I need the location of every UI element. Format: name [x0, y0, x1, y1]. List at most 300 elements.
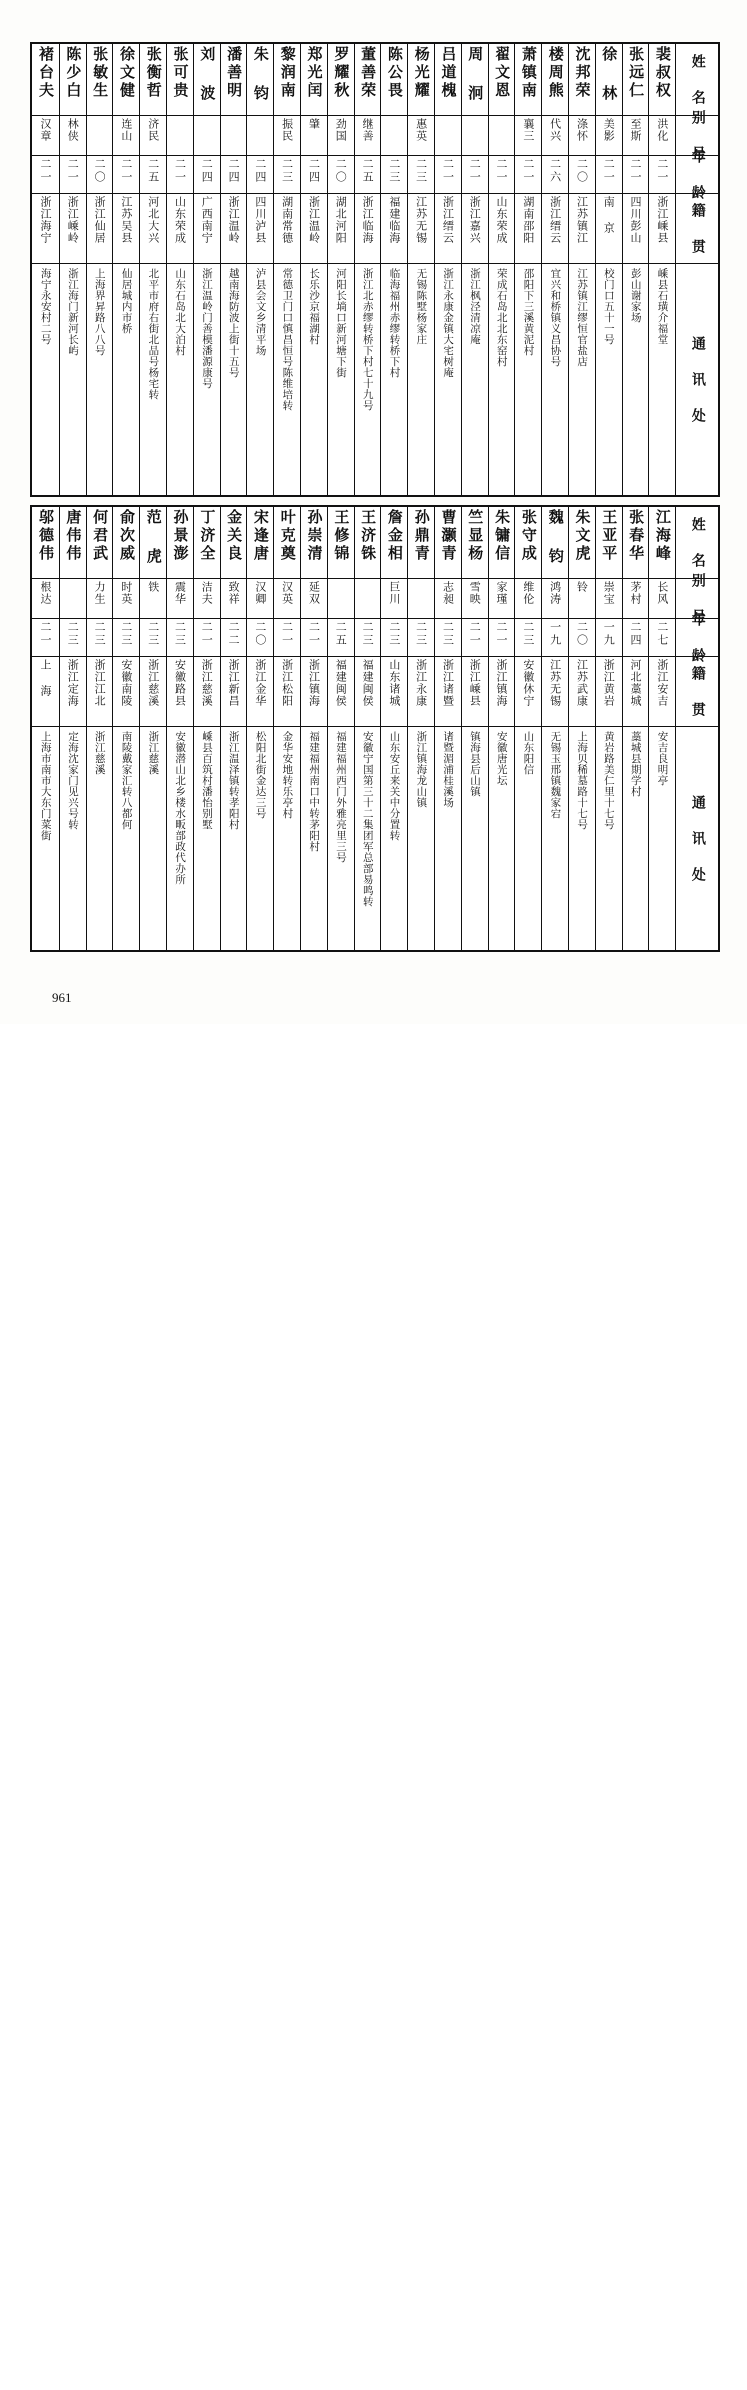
- entry-address: [60, 727, 86, 950]
- entry-alias-text: 雪映: [468, 581, 482, 605]
- entry-alias: [328, 579, 354, 619]
- column-header: [675, 507, 719, 950]
- entry-name: [435, 44, 461, 116]
- entry-origin: [87, 657, 113, 727]
- roster-entry: [648, 44, 675, 495]
- entry-address: [87, 727, 113, 950]
- entry-age-text: 二一: [119, 158, 133, 184]
- entry-origin: [194, 657, 220, 727]
- entry-name: [167, 44, 193, 116]
- entry-name: [542, 507, 568, 579]
- entry-name-text: 朱文虎: [573, 509, 592, 563]
- entry-alias: [221, 116, 247, 156]
- entry-address-text: 安吉良明亭: [656, 731, 669, 786]
- entry-alias: [167, 579, 193, 619]
- entry-address-text: 福建福州南口中转茅阳村: [308, 731, 321, 852]
- header-name: [676, 44, 719, 116]
- entry-address: [623, 727, 649, 950]
- roster-entry: [488, 507, 515, 950]
- entry-address-text: 浙江镇海龙山镇: [415, 731, 428, 808]
- entry-address: [596, 727, 622, 950]
- entry-age-text: 二三: [66, 621, 80, 647]
- entry-origin: [381, 194, 407, 264]
- entry-age: [355, 619, 381, 657]
- entry-alias-text: 致祥: [227, 581, 241, 605]
- roster-entry: [407, 44, 434, 495]
- entry-address-text: 泸县会文乡清平场: [254, 268, 267, 356]
- entry-origin: [113, 657, 139, 727]
- roster-entry: [193, 507, 220, 950]
- roster-entry: [86, 44, 113, 495]
- header-origin-text: 籍 贯: [689, 202, 706, 256]
- entry-age: [515, 156, 541, 194]
- entry-origin: [408, 657, 434, 727]
- entry-origin-text: 浙江温岭: [307, 196, 321, 244]
- entry-age: [328, 156, 354, 194]
- entry-alias: [381, 579, 407, 619]
- entry-name-text: 董善荣: [359, 46, 378, 100]
- entry-origin-text: 浙江诸暨: [441, 659, 455, 707]
- roster-entry: [220, 507, 247, 950]
- roster-entry: [541, 44, 568, 495]
- entry-address-text: 越南海防波上街十五号: [227, 268, 240, 378]
- entry-address: [221, 264, 247, 495]
- header-name: [676, 507, 719, 579]
- entry-name: [247, 44, 273, 116]
- entry-origin: [596, 657, 622, 727]
- entry-origin-text: 上 海: [39, 659, 52, 697]
- roster-entry: [112, 507, 139, 950]
- entry-address-text: 宜兴和桥镇义昌协号: [549, 268, 562, 367]
- entry-name: [194, 507, 220, 579]
- entry-alias-text: 延双: [307, 581, 321, 605]
- entry-origin: [60, 657, 86, 727]
- entry-alias: [515, 579, 541, 619]
- entry-address-text: 彭山谢家场: [629, 268, 642, 323]
- entry-name-text: 刘 波: [198, 46, 217, 103]
- entry-address-text: 河阳长埫口新河塘下街: [334, 268, 347, 378]
- header-alias-text: 别 号: [689, 572, 706, 626]
- entry-age: [596, 156, 622, 194]
- entry-name-text: 褚台夫: [37, 46, 56, 100]
- entry-name-text: 孙鼎青: [412, 509, 431, 563]
- entry-name: [649, 507, 675, 579]
- entry-name: [408, 44, 434, 116]
- entry-address: [194, 264, 220, 495]
- entry-origin: [140, 657, 166, 727]
- roster-entry: [32, 507, 59, 950]
- entry-name-text: 周 泂: [466, 46, 485, 103]
- entry-origin: [328, 194, 354, 264]
- entry-age-text: 二三: [146, 621, 160, 647]
- roster-entry: [327, 507, 354, 950]
- entry-name: [435, 507, 461, 579]
- entry-address-text: 山东安丘来关中分置转: [388, 731, 401, 841]
- entry-origin: [301, 657, 327, 727]
- entry-origin-text: 江苏镇江: [575, 196, 589, 244]
- roster-entry: [380, 507, 407, 950]
- entry-alias: [60, 116, 86, 156]
- entry-origin: [221, 657, 247, 727]
- entry-address: [408, 264, 434, 495]
- entry-alias-text: 维伦: [521, 581, 535, 605]
- entry-age-text: 二三: [280, 158, 294, 184]
- entry-name-text: 张守成: [519, 509, 538, 563]
- entry-origin: [32, 194, 59, 264]
- header-address: [676, 727, 719, 950]
- entry-age-text: 二〇: [575, 158, 589, 184]
- entry-age-text: 二四: [629, 621, 643, 647]
- entry-alias: [274, 579, 300, 619]
- entry-alias-text: 洁夫: [200, 581, 214, 605]
- entry-name-text: 沈邦荣: [573, 46, 592, 100]
- entry-age: [381, 619, 407, 657]
- entry-address-text: 嵊县石璜介福堂: [656, 268, 669, 345]
- roster-entry: [166, 507, 193, 950]
- entry-age: [140, 156, 166, 194]
- entry-age: [60, 619, 86, 657]
- header-age: [676, 611, 719, 665]
- entry-name: [596, 44, 622, 116]
- entry-name-text: 陈公畏: [385, 46, 404, 100]
- entry-alias-text: 根达: [39, 581, 52, 605]
- entry-alias-text: 济民: [146, 118, 160, 142]
- entry-origin-text: 浙江永康: [414, 659, 428, 707]
- entry-age-text: 二一: [307, 621, 321, 647]
- entry-address-text: 上海市南市大东门菜街: [39, 731, 52, 841]
- entry-name: [167, 507, 193, 579]
- entry-origin-text: 安徽南陵: [119, 659, 133, 707]
- entry-alias-text: 惠英: [414, 118, 428, 142]
- entry-address: [623, 264, 649, 495]
- entry-name-text: 潘善明: [225, 46, 244, 100]
- entry-origin-text: 福建闽侯: [361, 659, 375, 707]
- entry-age: [649, 619, 675, 657]
- entry-name-text: 范 虎: [144, 509, 163, 566]
- entry-origin-text: 安徽路县: [173, 659, 187, 707]
- entry-age: [32, 619, 59, 657]
- entry-address-text: 山东石岛北大泊村: [174, 268, 187, 356]
- entry-address: [301, 727, 327, 950]
- entry-address-text: 安徽唐光坛: [495, 731, 508, 786]
- entry-alias: [140, 579, 166, 619]
- roster-entry: [139, 507, 166, 950]
- entry-origin: [489, 657, 515, 727]
- entry-address-text: 浙江温岭门善模潘源康号: [200, 268, 213, 389]
- entry-alias: [435, 579, 461, 619]
- entry-age: [515, 619, 541, 657]
- roster-entry: [541, 507, 568, 950]
- entry-name-text: 张敏生: [91, 46, 110, 100]
- entry-age: [435, 156, 461, 194]
- entry-age: [274, 619, 300, 657]
- entry-alias-text: 巨川: [387, 581, 401, 605]
- entry-address-text: 无锡玉邢镇魏家宕: [549, 731, 562, 819]
- entry-alias: [408, 579, 434, 619]
- entry-name-text: 朱 钧: [251, 46, 270, 103]
- entry-address-text: 浙江枫泾清凉庵: [468, 268, 481, 345]
- page-number: 961: [52, 990, 72, 1005]
- entry-address-text: 浙江慈溪: [147, 731, 160, 775]
- header-name-text: 姓 名: [689, 516, 706, 570]
- entry-name: [381, 44, 407, 116]
- entry-origin-text: 山东荣成: [173, 196, 187, 244]
- entry-alias-text: 时英: [119, 581, 133, 605]
- entry-age-text: 一九: [602, 621, 616, 647]
- entry-age-text: 二〇: [253, 621, 267, 647]
- entry-alias: [515, 116, 541, 156]
- entry-age: [87, 156, 113, 194]
- roster-entry: [112, 44, 139, 495]
- entry-address-text: 诸暨湄浦桂溪场: [442, 731, 455, 808]
- entry-name: [462, 44, 488, 116]
- entry-address-text: 山东阳信: [522, 731, 535, 775]
- header-age-text: 年 龄: [689, 611, 706, 665]
- entry-age-text: 二三: [361, 621, 375, 647]
- entry-name: [113, 44, 139, 116]
- entry-age: [355, 156, 381, 194]
- entry-name: [569, 507, 595, 579]
- entry-origin-text: 江苏无锡: [548, 659, 562, 707]
- entry-alias: [194, 116, 220, 156]
- entry-origin: [515, 194, 541, 264]
- entry-alias: [301, 579, 327, 619]
- entry-address-text: 南陵戴家汇转八都何: [120, 731, 133, 830]
- entry-age-text: 一九: [548, 621, 562, 647]
- entry-name: [60, 507, 86, 579]
- entry-origin: [87, 194, 113, 264]
- entry-alias-text: 铁: [146, 581, 160, 593]
- entry-address: [113, 264, 139, 495]
- entry-name-text: 张春华: [627, 509, 646, 563]
- entry-origin: [515, 657, 541, 727]
- entry-origin-text: 浙江仙居: [93, 196, 107, 244]
- entry-age-text: 二三: [387, 158, 401, 184]
- entry-address: [355, 727, 381, 950]
- header-origin: [676, 194, 719, 264]
- entry-name: [221, 507, 247, 579]
- roster-entry: [59, 44, 86, 495]
- entry-address-text: 常德卫门口慎昌恒号陈维培转: [281, 268, 294, 411]
- entry-name-text: 魏 钧: [546, 509, 565, 566]
- entry-alias-text: 洪化: [655, 118, 669, 142]
- entry-age: [462, 619, 488, 657]
- entry-age-text: 二四: [227, 158, 241, 184]
- entry-origin: [569, 194, 595, 264]
- entry-origin-text: 浙江缙云: [441, 196, 455, 244]
- entry-origin: [623, 657, 649, 727]
- entry-alias: [221, 579, 247, 619]
- entry-name: [274, 44, 300, 116]
- entry-alias-text: 代兴: [548, 118, 562, 142]
- entry-name: [462, 507, 488, 579]
- roster-entry: [86, 507, 113, 950]
- roster-entry: [488, 44, 515, 495]
- entry-name-text: 裴叔权: [653, 46, 672, 100]
- entry-address-text: 临海福州赤缪转桥下村: [388, 268, 401, 378]
- entry-address: [649, 264, 675, 495]
- entry-age-text: 二五: [146, 158, 160, 184]
- header-address: [676, 264, 719, 495]
- entry-age: [381, 156, 407, 194]
- entry-alias-text: 志昶: [441, 581, 455, 605]
- roster-entry: [220, 44, 247, 495]
- entry-name-text: 徐 林: [600, 46, 619, 103]
- entry-name: [301, 507, 327, 579]
- entry-name-text: 张衡哲: [144, 46, 163, 100]
- entry-name-text: 孙景澎: [171, 509, 190, 563]
- entry-address-text: 定海沈家门见兴号转: [66, 731, 79, 830]
- roster-entry: [461, 44, 488, 495]
- entry-age: [489, 156, 515, 194]
- entry-age-text: 二六: [548, 158, 562, 184]
- entry-name-text: 何君武: [91, 509, 110, 563]
- entry-origin-text: 浙江缙云: [548, 196, 562, 244]
- entry-age: [32, 156, 59, 194]
- entry-origin: [649, 657, 675, 727]
- entry-name: [515, 44, 541, 116]
- roster-entry: [434, 44, 461, 495]
- entry-alias: [113, 579, 139, 619]
- entry-alias: [87, 116, 113, 156]
- entry-origin-text: 浙江嘉兴: [468, 196, 482, 244]
- entry-address: [221, 727, 247, 950]
- entry-address: [596, 264, 622, 495]
- entry-address-text: 藁城县期学村: [629, 731, 642, 797]
- entry-alias-text: 力生: [93, 581, 107, 605]
- entry-address: [489, 727, 515, 950]
- entry-address: [515, 264, 541, 495]
- entry-origin-text: 浙江黄岩: [602, 659, 616, 707]
- entry-origin-text: 山东诸城: [387, 659, 401, 707]
- entry-name: [328, 507, 354, 579]
- entry-name: [87, 44, 113, 116]
- entry-origin: [355, 194, 381, 264]
- roster-entry: [59, 507, 86, 950]
- entry-alias: [355, 116, 381, 156]
- entry-address-text: 黄岩路美仁里十七号: [602, 731, 615, 830]
- entry-age: [408, 156, 434, 194]
- entry-age-text: 二一: [629, 158, 643, 184]
- header-name-text: 姓 名: [689, 53, 706, 107]
- entry-address: [435, 264, 461, 495]
- entry-alias: [32, 579, 59, 619]
- entry-address-text: 浙江温泽镇转孝阳村: [227, 731, 240, 830]
- entry-age-text: 二三: [521, 621, 535, 647]
- entry-age: [247, 156, 273, 194]
- roster-entry: [568, 44, 595, 495]
- entry-address-text: 长乐沙京福湖村: [308, 268, 321, 345]
- entry-origin-text: 江苏武康: [575, 659, 589, 707]
- entry-age-text: 二〇: [575, 621, 589, 647]
- header-alias-text: 别 号: [689, 109, 706, 163]
- entry-alias: [408, 116, 434, 156]
- roster-entry: [407, 507, 434, 950]
- entry-address: [274, 727, 300, 950]
- entry-name: [381, 507, 407, 579]
- entry-name: [140, 507, 166, 579]
- entry-name-text: 张可贵: [171, 46, 190, 100]
- roster-entry: [354, 44, 381, 495]
- entry-alias-text: 襄三: [521, 118, 535, 142]
- entry-address-text: 浙江永康金镇大宅树庵: [442, 268, 455, 378]
- roster-entry: [139, 44, 166, 495]
- entry-alias: [623, 116, 649, 156]
- entry-alias: [649, 579, 675, 619]
- entry-age-text: 二〇: [334, 158, 348, 184]
- entry-name-text: 王济铢: [359, 509, 378, 563]
- entry-origin: [435, 657, 461, 727]
- roster-entry: [327, 44, 354, 495]
- entry-alias: [435, 116, 461, 156]
- entry-age: [194, 156, 220, 194]
- entry-alias-text: 崇宝: [602, 581, 616, 605]
- entry-alias-text: 汉卿: [253, 581, 267, 605]
- entry-name-text: 金关良: [225, 509, 244, 563]
- entry-address: [194, 727, 220, 950]
- entry-age-text: 二二: [227, 621, 241, 647]
- entry-alias-text: 肇: [307, 118, 321, 130]
- entry-name-text: 吕道槐: [439, 46, 458, 100]
- roster-entry: [595, 507, 622, 950]
- entry-origin-text: 四川泸县: [253, 196, 267, 244]
- entry-alias: [140, 116, 166, 156]
- roster-entry: [300, 44, 327, 495]
- entry-origin: [274, 194, 300, 264]
- entry-age-text: 二一: [200, 621, 214, 647]
- entry-alias: [623, 579, 649, 619]
- entry-alias: [542, 116, 568, 156]
- entry-name-text: 竺显杨: [466, 509, 485, 563]
- entry-age-text: 二一: [173, 158, 187, 184]
- entry-alias: [596, 116, 622, 156]
- entry-address: [542, 727, 568, 950]
- entry-age-text: 二一: [66, 158, 80, 184]
- entry-address: [649, 727, 675, 950]
- entry-age-text: 二三: [414, 621, 428, 647]
- entry-age: [167, 619, 193, 657]
- entry-age: [623, 156, 649, 194]
- entry-name-text: 楼周熊: [546, 46, 565, 100]
- entry-alias-text: 美影: [602, 118, 616, 142]
- header-origin: [676, 657, 719, 727]
- roster-entry: [648, 507, 675, 950]
- entry-origin-text: 浙江嵊县: [655, 196, 669, 244]
- entry-age: [194, 619, 220, 657]
- entry-address-text: 上海贝稀墓路十七号: [576, 731, 589, 830]
- entry-alias: [194, 579, 220, 619]
- entry-alias: [274, 116, 300, 156]
- entry-age: [113, 619, 139, 657]
- entry-origin-text: 广西南宁: [200, 196, 214, 244]
- entry-name: [32, 44, 59, 116]
- entry-origin: [462, 657, 488, 727]
- entry-name: [247, 507, 273, 579]
- entry-address-text: 浙江海门新河长屿: [66, 268, 79, 356]
- entry-age-text: 二一: [602, 158, 616, 184]
- document-page: [0, 0, 747, 1024]
- entry-age-text: 二一: [655, 158, 669, 184]
- entry-age-text: 二一: [441, 158, 455, 184]
- entry-origin-text: 江苏无锡: [414, 196, 428, 244]
- entry-origin-text: 安徽休宁: [521, 659, 535, 707]
- entry-address: [435, 727, 461, 950]
- entry-address: [301, 264, 327, 495]
- entry-address: [113, 727, 139, 950]
- entry-alias-text: 涤怀: [575, 118, 589, 142]
- entry-origin-text: 河北藁城: [629, 659, 643, 707]
- entry-origin: [542, 194, 568, 264]
